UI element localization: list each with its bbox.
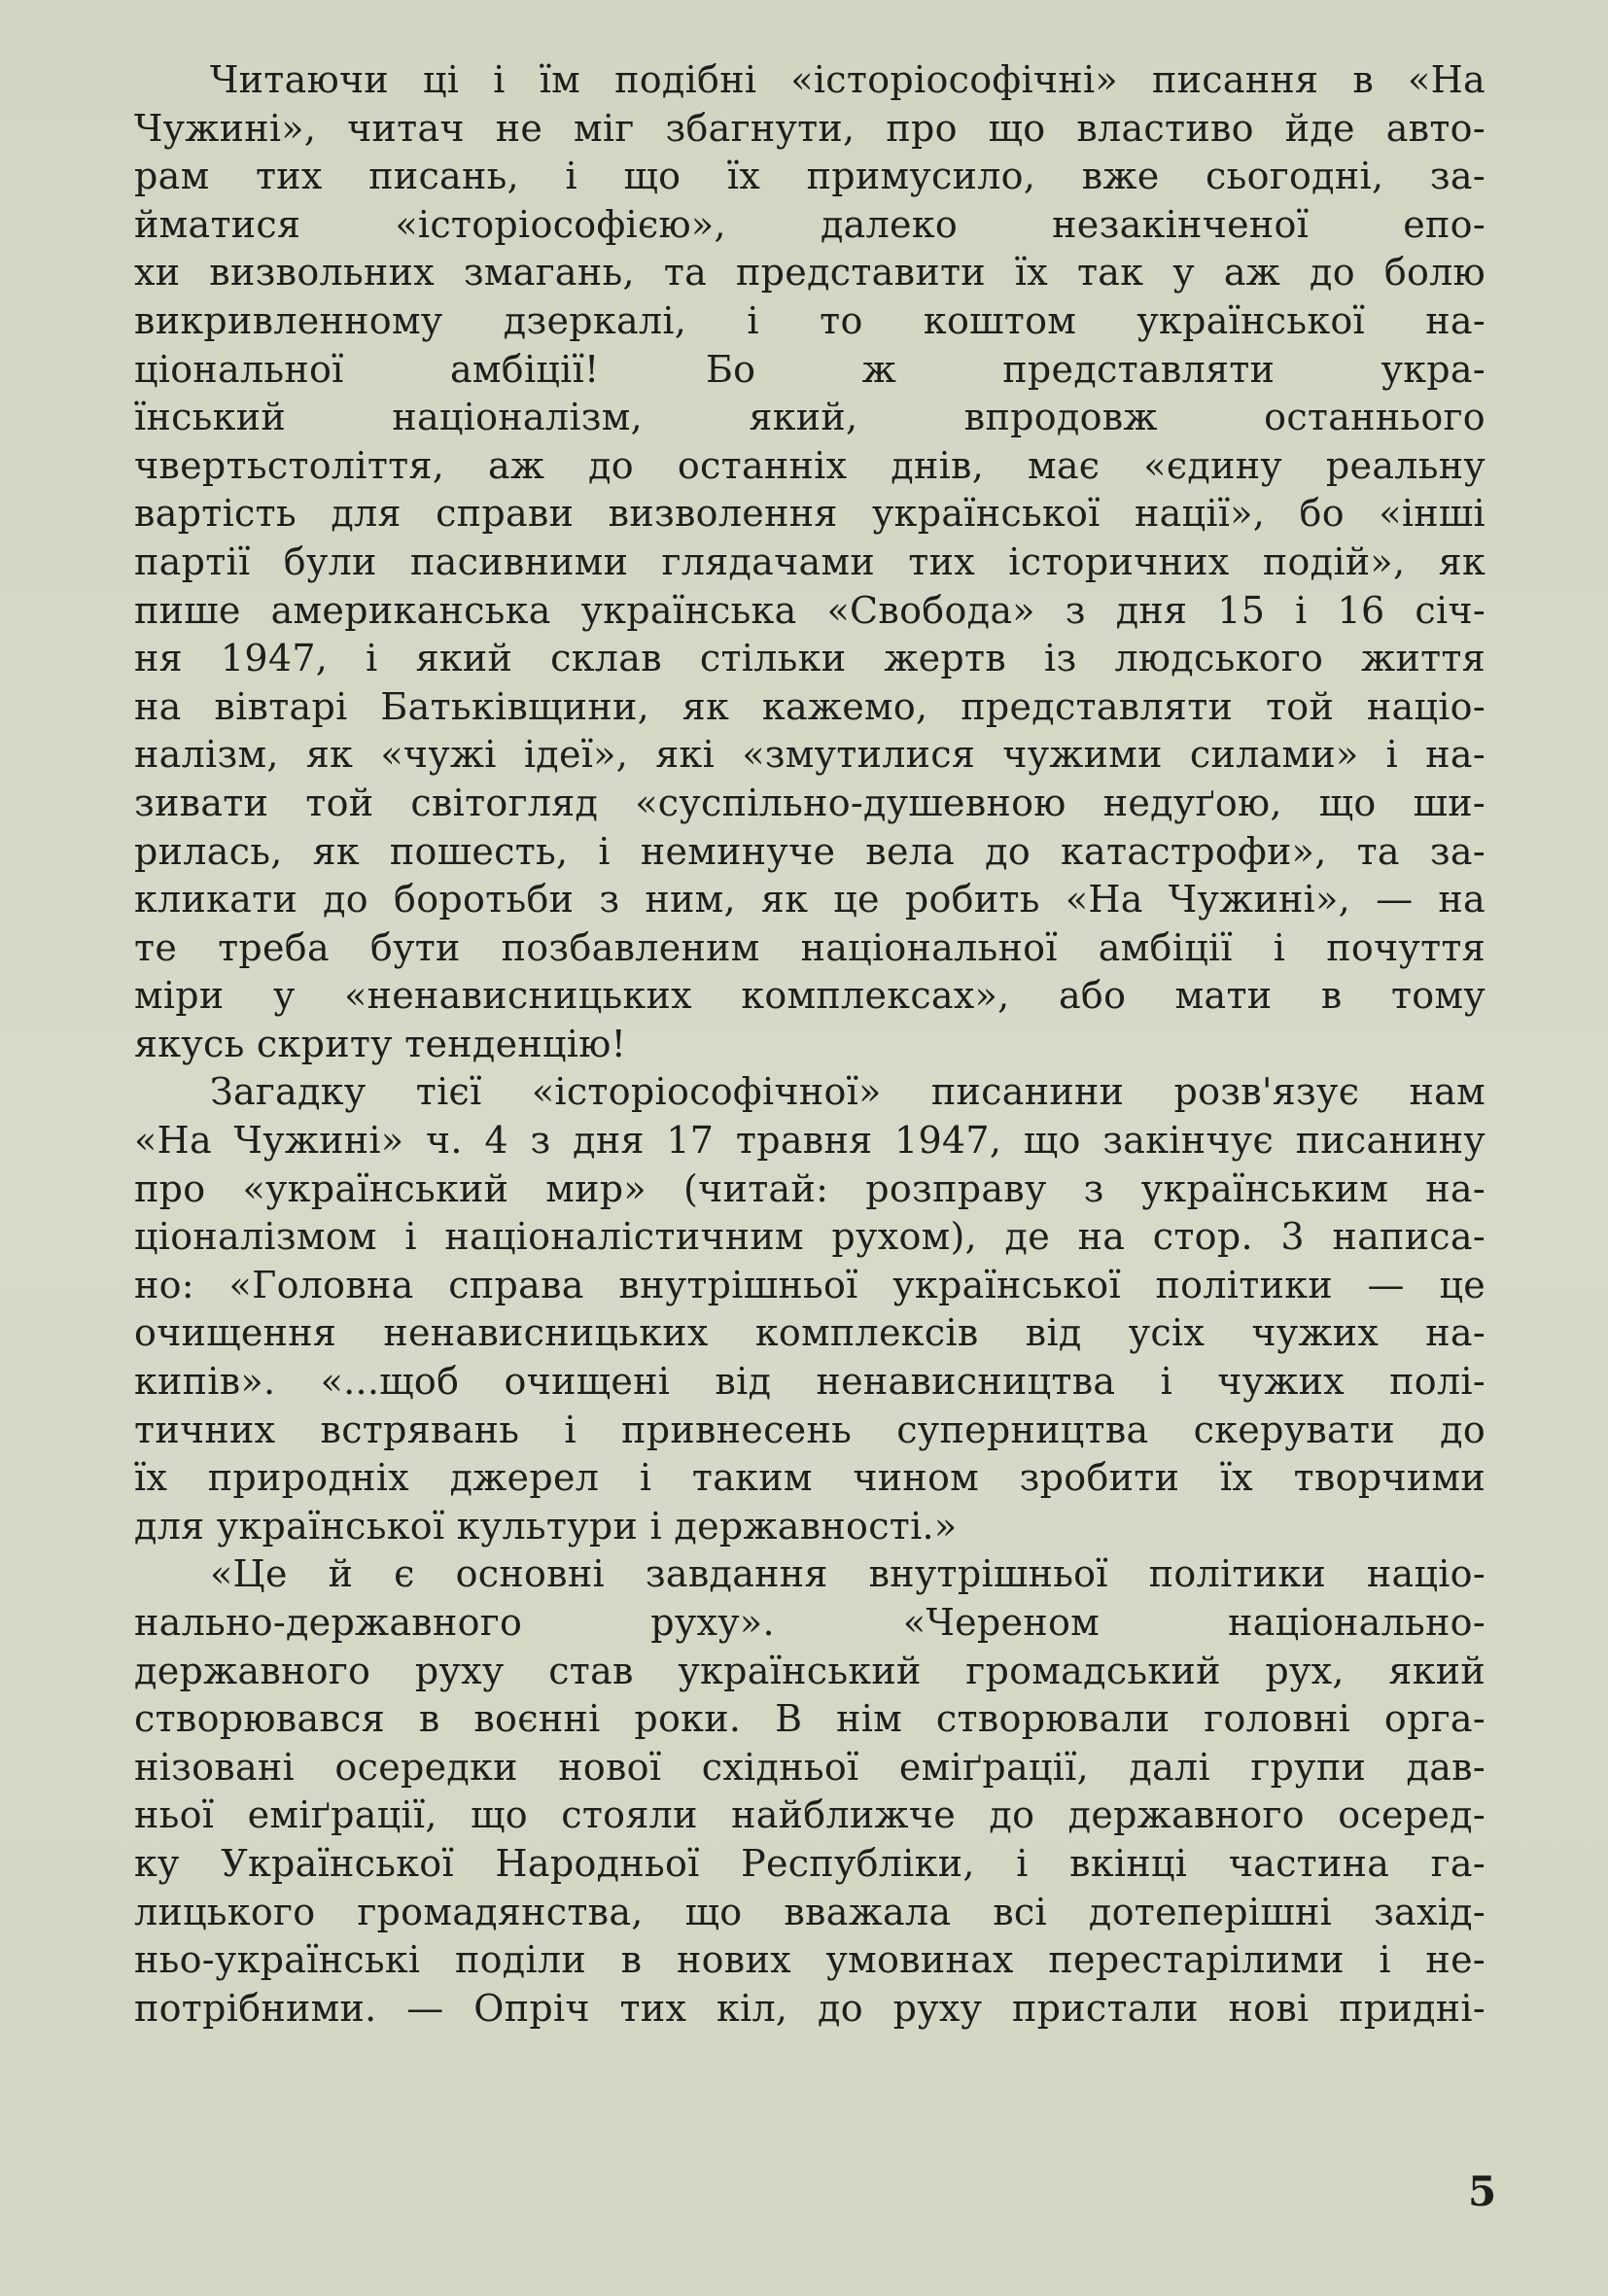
text-line: ньої еміґрації, що стояли найближче до державного осеред-	[134, 1793, 1486, 1837]
text-line: нально-державного руху». «Череном національно-	[134, 1601, 1486, 1644]
text-line: їнський націоналізм, який, впродовж останнього	[134, 396, 1486, 439]
text-line: ку Української Народньої Республіки, і вкінці частина га-	[134, 1841, 1486, 1885]
text-line: очищення ненависницьких комплексів від усіх чужих на-	[134, 1311, 1486, 1355]
text-line: рам тих писань, і що їх примусило, вже сьогодні, за-	[134, 155, 1486, 198]
text-line: хи визвольних змагань, та представити їх так у аж до болю	[134, 251, 1486, 295]
text-line: ньо-українські поділи в нових умовинах перестарілими і не-	[134, 1938, 1486, 1982]
text-line: про «український мир» (читай: розправу з українським на-	[134, 1166, 1486, 1210]
text-line: для української культури і державності.»	[134, 1504, 958, 1548]
text-line: створювався в воєнні роки. В нім створювали головні орга-	[134, 1697, 1486, 1741]
text-line: якусь скриту тенденцію!	[134, 1022, 627, 1065]
text-line: чвертьстоліття, аж до останніх днів, має «єдину реальну	[134, 443, 1486, 487]
text-line: міри у «ненависницьких комплексах», або мати в тому	[134, 974, 1486, 1018]
text-line: вартість для справи визволення української нації», бо «інші	[134, 492, 1486, 536]
text-line: йматися «історіософією», далеко незакінченої епо-	[134, 202, 1486, 246]
text-line: налізм, як «чужі ідеї», які «змутилися чужими силами» і на-	[134, 733, 1486, 777]
text-line: пише американська українська «Свобода» з дня 15 і 16 січ-	[134, 588, 1486, 632]
text-line: «Це й є основні завдання внутрішньої політики націо-	[210, 1552, 1486, 1596]
text-line: лицького громадянства, що вважала всі дотеперішні захід-	[134, 1890, 1486, 1933]
text-line: те треба бути позбавленим національної амбіції і почуття	[134, 925, 1486, 969]
text-line: зивати той світогляд «суспільно-душевною недуґою, що ши-	[134, 781, 1486, 824]
text-line: ня 1947, і який склав стільки жертв із людського життя	[134, 637, 1486, 680]
text-line: нізовані осередки нової східньої еміґрації, далі групи дав-	[134, 1745, 1486, 1789]
text-line: викривленному дзеркалі, і то коштом української на-	[134, 298, 1486, 342]
body-text	[134, 56, 1486, 2033]
text-line: їх природніх джерел і таким чином зробити їх творчими	[134, 1456, 1486, 1500]
text-line: державного руху став український громадський рух, який	[134, 1649, 1486, 1692]
text-line: «На Чужині» ч. 4 з дня 17 травня 1947, що закінчує писанину	[134, 1119, 1486, 1163]
text-line: Чужині», читач не міг збагнути, про що властиво йде авто-	[134, 106, 1486, 150]
text-line: ціональної амбіції! Бо ж представляти укра-	[134, 347, 1486, 391]
text-line: ціоналізмом і націоналістичним рухом), де на стор. 3 написа-	[134, 1215, 1486, 1259]
text-line: но: «Головна справа внутрішньої української політики — це	[134, 1263, 1486, 1306]
text-line: потрібними. — Опріч тих кіл, до руху пристали нові придні-	[134, 1986, 1486, 2030]
page-number: 5	[1468, 2168, 1497, 2215]
text-line: рилась, як пошесть, і неминуче вела до катастрофи», та за-	[134, 829, 1486, 873]
text-line: Загадку тієї «історіософічної» писанини розв'язує нам	[210, 1070, 1486, 1114]
text-line: на вівтарі Батьківщини, як кажемо, представляти той націо-	[134, 684, 1486, 728]
text-line: кликати до боротьби з ним, як це робить «На Чужині», — на	[134, 878, 1486, 922]
text-line: Читаючи ці і їм подібні «історіософічні» писання в «На	[210, 58, 1486, 101]
text-line: тичних встрявань і привнесень суперництва скерувати до	[134, 1408, 1486, 1451]
text-line: кипів». «...щоб очищені від ненависництва і чужих полі-	[134, 1360, 1486, 1404]
text-line: партії були пасивними глядачами тих історичних подій», як	[134, 539, 1486, 583]
